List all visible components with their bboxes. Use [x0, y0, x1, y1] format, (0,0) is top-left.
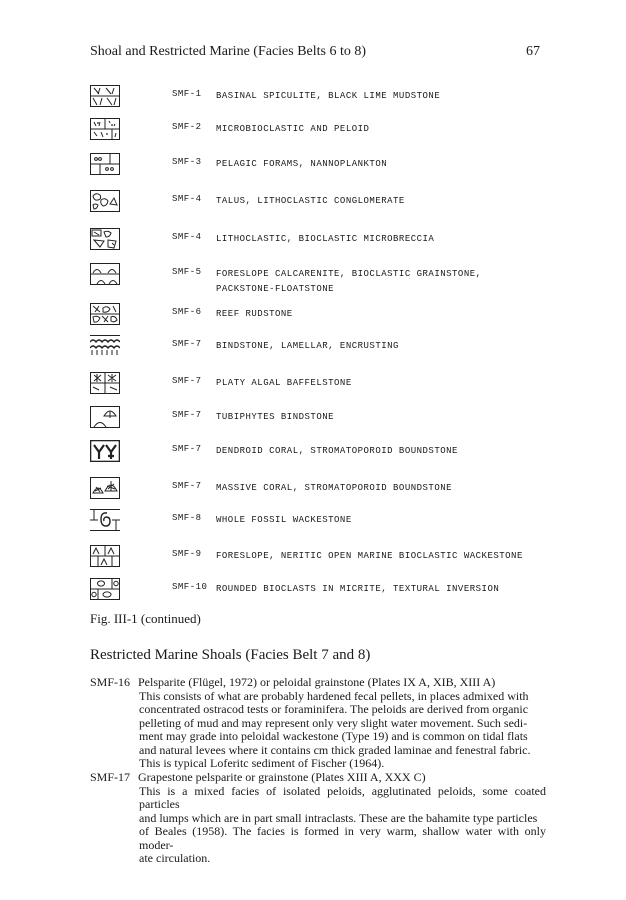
entry-line: and natural levees where it contains cm thick graded laminae and fenestral fabric. — [139, 742, 531, 757]
legend-description: BINDSTONE, LAMELLAR, ENCRUSTING — [216, 341, 399, 351]
legend-row-smf-4-talus — [90, 190, 550, 220]
legend-row-smf-7-bindstone — [90, 335, 550, 365]
microbreccia-pattern-icon — [90, 228, 120, 250]
legend-row-smf-8 — [90, 509, 550, 539]
legend-row-smf-4-microbreccia — [90, 228, 550, 258]
legend-row-smf-9 — [90, 545, 550, 575]
running-title: Shoal and Restricted Marine (Facies Belts 6 to 8) — [90, 44, 367, 59]
entry-heading: Grapestone pelsparite or grainstone (Plates XIII A, XXX C) — [138, 770, 426, 784]
legend-row-smf-5 — [90, 263, 550, 299]
entry-body — [139, 690, 546, 771]
entry-line: This is a mixed facies of isolated peloids, agglutinated peloids, some coated particles — [139, 783, 546, 811]
entry-line: pelleting of mud and may represent only very slight water movement. Such sedi- — [139, 715, 528, 730]
legend-description: BASINAL SPICULITE, BLACK LIME MUDSTONE — [216, 91, 441, 101]
legend-description-line-2: PACKSTONE-FLOATSTONE — [216, 284, 335, 294]
entry-line: ate circulation. — [139, 851, 211, 865]
entry-code: SMF-16 — [90, 675, 131, 689]
entry-line: and lumps which are in part small intraclasts. These are the bahamite type particles — [139, 810, 538, 825]
foreslope-wackestone-pattern-icon — [90, 545, 120, 567]
legend-row-smf-7-baffelstone — [90, 372, 550, 402]
legend-code: SMF-6 — [172, 307, 202, 317]
legend-row-smf-6 — [90, 303, 550, 333]
entry-heading-row — [90, 771, 546, 785]
legend-row-smf-7-dendroid — [90, 440, 550, 470]
legend-description: MICROBIOCLASTIC AND PELOID — [216, 124, 370, 134]
legend-description: FORESLOPE, NERITIC OPEN MARINE BIOCLASTIC WACKESTONE — [216, 551, 523, 561]
bindstone-pattern-icon — [90, 335, 120, 357]
entry-heading: Pelsparite (Flügel, 1972) or peloidal grainstone (Plates IX A, XIB, XIII A) — [138, 675, 496, 689]
legend-code: SMF-3 — [172, 157, 202, 167]
entry-smf-17 — [90, 771, 546, 866]
legend-row-smf-2 — [90, 118, 550, 148]
legend-description: REEF RUDSTONE — [216, 309, 293, 319]
spicule-pattern-icon — [90, 85, 120, 107]
section-heading: Restricted Marine Shoals (Facies Belt 7 and 8) — [90, 647, 371, 663]
legend-code: SMF-10 — [172, 582, 208, 592]
legend-description: ROUNDED BIOCLASTS IN MICRITE, TEXTURAL INVERSION — [216, 584, 500, 594]
entry-line: concentrated ostracod tests or foraminifera. The peloids are derived from organic — [139, 702, 529, 716]
legend-description: PLATY ALGAL BAFFELSTONE — [216, 378, 352, 388]
entry-smf-16 — [90, 676, 546, 771]
reef-rudstone-pattern-icon — [90, 303, 120, 325]
legend-code: SMF-7 — [172, 481, 202, 491]
legend-description-line-1: FORESLOPE CALCARENITE, BIOCLASTIC GRAINSTONE, — [216, 269, 482, 279]
entry-line: of Beales (1958). The facies is formed in very warm, shallow water with only moder- — [139, 824, 546, 852]
legend-row-smf-10 — [90, 578, 550, 608]
legend-code: SMF-1 — [172, 89, 202, 99]
whole-fossil-pattern-icon — [90, 509, 120, 531]
legend-code: SMF-8 — [172, 513, 202, 523]
legend-code: SMF-4 — [172, 194, 202, 204]
legend-description: TUBIPHYTES BINDSTONE — [216, 412, 335, 422]
dendroid-coral-pattern-icon — [90, 440, 120, 462]
legend-row-smf-7-massive — [90, 477, 550, 507]
legend-description: WHOLE FOSSIL WACKESTONE — [216, 515, 352, 525]
entry-code: SMF-17 — [90, 770, 131, 784]
legend-code: SMF-7 — [172, 376, 202, 386]
legend-code: SMF-7 — [172, 444, 202, 454]
entry-body — [139, 785, 546, 866]
legend-description: MASSIVE CORAL, STROMATOPOROID BOUNDSTONE — [216, 483, 453, 493]
running-header — [90, 44, 540, 64]
legend-code: SMF-7 — [172, 410, 202, 420]
entry-line: This consists of what are probably hardened fecal pellets, in places admixed with — [139, 688, 529, 703]
legend-row-smf-1 — [90, 85, 550, 115]
legend-code: SMF-9 — [172, 549, 202, 559]
legend-code: SMF-7 — [172, 339, 202, 349]
talus-pattern-icon — [90, 190, 120, 212]
legend-description: LITHOCLASTIC, BIOCLASTIC MICROBRECCIA — [216, 234, 435, 244]
entry-line: This is typical Loferitc sediment of Fischer (1964). — [139, 756, 385, 770]
legend-code: SMF-5 — [172, 267, 202, 277]
page-number: 67 — [526, 44, 540, 59]
tubiphytes-pattern-icon — [90, 406, 120, 428]
legend-description: TALUS, LITHOCLASTIC CONGLOMERATE — [216, 196, 405, 206]
rounded-bioclast-pattern-icon — [90, 578, 120, 600]
legend-code: SMF-2 — [172, 122, 202, 132]
legend-row-smf-3 — [90, 153, 550, 183]
figure-caption: Fig. III-1 (continued) — [90, 611, 201, 626]
calcarenite-pattern-icon — [90, 263, 120, 285]
legend-description — [216, 267, 546, 297]
algal-baffelstone-pattern-icon — [90, 372, 120, 394]
massive-coral-pattern-icon — [90, 477, 120, 499]
entry-heading-row — [90, 676, 546, 690]
microbioclast-pattern-icon — [90, 118, 120, 140]
legend-description: PELAGIC FORAMS, NANNOPLANKTON — [216, 159, 388, 169]
legend-description: DENDROID CORAL, STROMATOPOROID BOUNDSTONE — [216, 446, 458, 456]
legend-code: SMF-4 — [172, 232, 202, 242]
entry-line: ment may grade into peloidal wackestone (Type 19) and is common on tidal flats — [139, 729, 528, 743]
legend-row-smf-7-tubiphytes — [90, 406, 550, 436]
pelagic-foram-pattern-icon — [90, 153, 120, 175]
